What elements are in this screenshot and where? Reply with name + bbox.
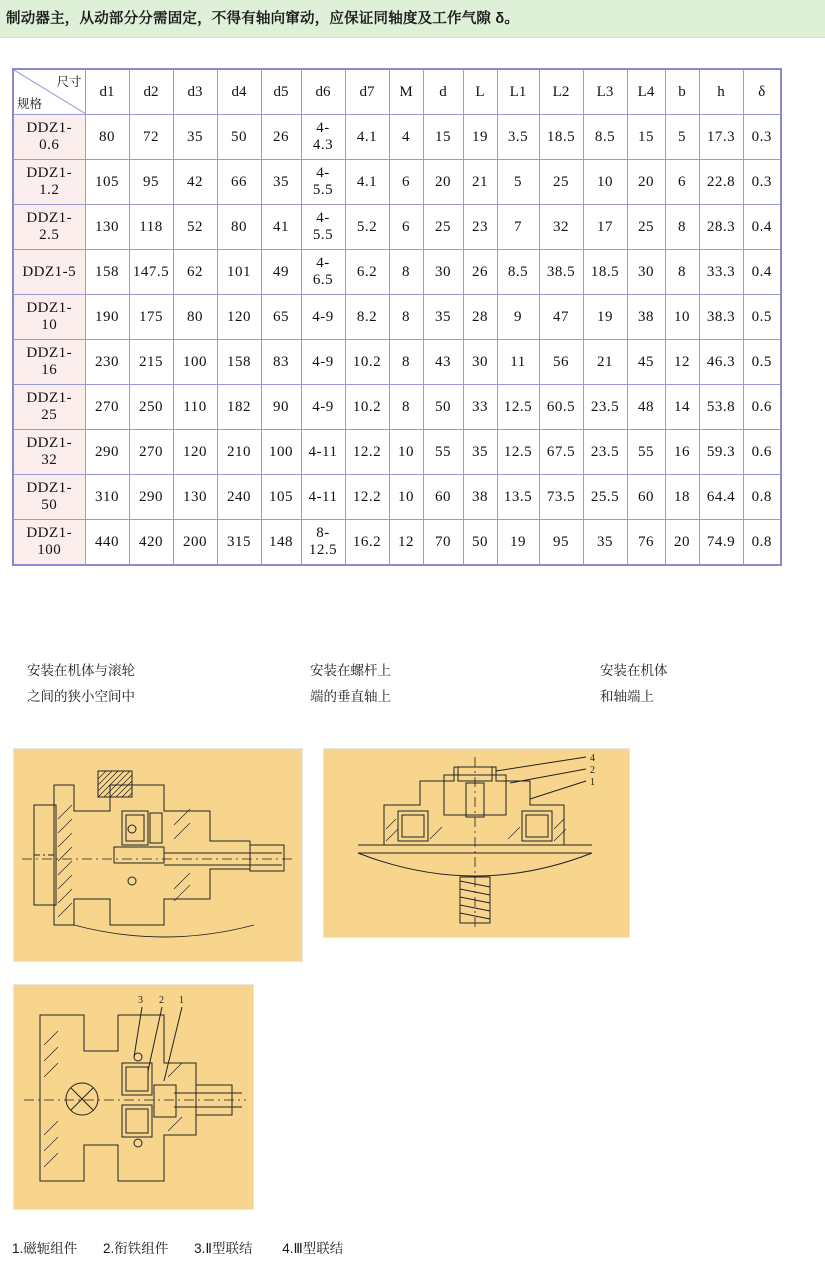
note-text: 制动器主，从动部分分需固定，不得有轴向窜动，应保证同轴度及工作气隙 δ。 [6,11,520,27]
cell-M: 4 [389,115,423,160]
cell-d4: 80 [217,205,261,250]
spec-table-container [12,68,825,566]
cell-d5: 148 [261,520,301,566]
table-row [13,430,781,475]
row-model-line2: 0.6 [39,137,60,153]
cell-d5: 26 [261,115,301,160]
cell-h: 38.3 [699,295,743,340]
cell-d7: 12.2 [345,475,389,520]
corner-label-dimension: 尺寸 [56,75,82,89]
col-header-d4: d4 [217,69,261,115]
row-model-line2: 32 [41,452,58,468]
cell-d6-line1: 4- [316,120,330,136]
cell-d7: 16.2 [345,520,389,566]
cell-d7: 12.2 [345,430,389,475]
row-model [13,475,85,520]
cell-b: 14 [665,385,699,430]
row-model [13,385,85,430]
cell-h: 64.4 [699,475,743,520]
cell-h: 17.3 [699,115,743,160]
figure-captions-row [0,658,825,720]
cell-d6-line2: 6.5 [312,272,334,288]
cell-L3: 18.5 [583,250,627,295]
cell-L1: 8.5 [497,250,539,295]
cell-L1: 11 [497,340,539,385]
table-row [13,385,781,430]
cell-d6-line2: 5.5 [312,227,334,243]
cell-L3: 8.5 [583,115,627,160]
cell-d3: 120 [173,430,217,475]
cell-d2: 118 [129,205,173,250]
row-model-line2: 10 [41,317,58,333]
col-header-d5: d5 [261,69,301,115]
cell-b: 10 [665,295,699,340]
cell-d4: 210 [217,430,261,475]
cell-h: 28.3 [699,205,743,250]
cell-d6 [301,160,345,205]
cell-L: 35 [463,430,497,475]
cell-d6-line1: 8- [316,525,330,541]
cell-d3: 130 [173,475,217,520]
cell-L4: 20 [627,160,665,205]
caption-1-line1: 安装在机体与滚轮 [27,663,135,678]
cell-L1: 7 [497,205,539,250]
cell-L2: 47 [539,295,583,340]
table-header-row [13,69,781,115]
cell-L: 23 [463,205,497,250]
row-model: DDZ1-5 [13,250,85,295]
cell-d6-line2: 12.5 [308,542,338,558]
cell-L3: 17 [583,205,627,250]
cell-d3: 42 [173,160,217,205]
cell-L3: 21 [583,340,627,385]
cell-d2: 72 [129,115,173,160]
table-row [13,295,781,340]
table-body [13,115,781,566]
table-row [13,160,781,205]
cell-delta: 0.8 [743,520,781,566]
cell-d6-line1: 4- [316,255,330,271]
cell-M: 8 [389,295,423,340]
cell-L2: 25 [539,160,583,205]
cell-b: 18 [665,475,699,520]
col-header-d6: d6 [301,69,345,115]
cell-d1: 158 [85,250,129,295]
cell-d2: 270 [129,430,173,475]
cell-d6: 4-9 [301,295,345,340]
row-model-line1: DDZ1- [26,300,73,316]
legend-item-1: 1.磁轭组件 [12,1241,78,1256]
row-model-line2: 2.5 [39,227,60,243]
cell-L4: 60 [627,475,665,520]
cell-d2: 290 [129,475,173,520]
cell-L: 21 [463,160,497,205]
cell-d2: 95 [129,160,173,205]
cell-d5: 90 [261,385,301,430]
cell-L4: 25 [627,205,665,250]
cell-delta: 0.8 [743,475,781,520]
figure-2-callout-2: 2 [590,765,595,776]
cell-d5: 100 [261,430,301,475]
cell-d7: 4.1 [345,160,389,205]
cell-L4: 38 [627,295,665,340]
cell-L2: 67.5 [539,430,583,475]
row-model [13,295,85,340]
row-model [13,520,85,566]
cell-L4: 30 [627,250,665,295]
legend-item-2: 2.衔铁组件 [103,1241,169,1256]
cell-d5: 35 [261,160,301,205]
cell-L2: 38.5 [539,250,583,295]
cell-M: 12 [389,520,423,566]
cell-b: 6 [665,160,699,205]
caption-2-line2: 端的垂直轴上 [310,689,391,704]
figure-3-callout-2: 2 [159,995,164,1006]
cell-d6: 4-9 [301,385,345,430]
legend-item-3: 3.Ⅱ型联结 [194,1241,253,1256]
cell-d3: 62 [173,250,217,295]
col-header-L: L [463,69,497,115]
col-header-d7: d7 [345,69,389,115]
figures-area [0,748,825,1218]
cell-d: 60 [423,475,463,520]
figure-2-callout-1: 1 [590,777,595,788]
caption-1-line2: 之间的狭小空间中 [27,689,135,704]
row-model-line1: DDZ1- [26,480,73,496]
cell-delta: 0.6 [743,430,781,475]
cell-L1: 13.5 [497,475,539,520]
cell-d5: 105 [261,475,301,520]
cell-d6: 4-11 [301,430,345,475]
cell-L: 28 [463,295,497,340]
cell-h: 46.3 [699,340,743,385]
row-model [13,160,85,205]
cell-d5: 65 [261,295,301,340]
cell-d2: 147.5 [129,250,173,295]
row-model-line1: DDZ1- [26,120,73,136]
table-corner-header [13,69,85,115]
row-model-line1: DDZ1- [26,435,73,451]
cell-b: 20 [665,520,699,566]
cell-L3: 23.5 [583,385,627,430]
cell-L: 19 [463,115,497,160]
cell-d: 70 [423,520,463,566]
cell-delta: 0.6 [743,385,781,430]
cell-d4: 66 [217,160,261,205]
cell-d: 30 [423,250,463,295]
cell-d1: 80 [85,115,129,160]
cell-d1: 440 [85,520,129,566]
cell-b: 16 [665,430,699,475]
cell-h: 59.3 [699,430,743,475]
table-row [13,340,781,385]
figure-1-assembly-drawing [13,748,303,962]
figure-3-assembly-drawing [13,984,254,1210]
col-header-M: M [389,69,423,115]
cell-d7: 10.2 [345,385,389,430]
cell-d1: 230 [85,340,129,385]
col-header-h: h [699,69,743,115]
cell-delta: 0.4 [743,250,781,295]
cell-d4: 50 [217,115,261,160]
cell-b: 8 [665,205,699,250]
caption-3-line2: 和轴端上 [600,689,654,704]
cell-L3: 25.5 [583,475,627,520]
cell-L2: 73.5 [539,475,583,520]
cell-M: 6 [389,205,423,250]
cell-L: 50 [463,520,497,566]
cell-M: 8 [389,385,423,430]
cell-d3: 35 [173,115,217,160]
table-row [13,115,781,160]
cell-h: 22.8 [699,160,743,205]
cell-L4: 48 [627,385,665,430]
col-header-L2: L2 [539,69,583,115]
cell-L1: 19 [497,520,539,566]
cell-L1: 3.5 [497,115,539,160]
cell-M: 10 [389,430,423,475]
cell-delta: 0.3 [743,115,781,160]
row-model-line2: 100 [37,542,62,558]
cell-L3: 19 [583,295,627,340]
table-row [13,475,781,520]
cell-d1: 105 [85,160,129,205]
corner-label-spec: 规格 [17,97,43,111]
cell-h: 33.3 [699,250,743,295]
caption-1 [27,658,135,710]
cell-d4: 120 [217,295,261,340]
cell-d4: 158 [217,340,261,385]
cell-d5: 83 [261,340,301,385]
cell-d6-line1: 4- [316,210,330,226]
figure-3-callout-3: 3 [138,995,143,1006]
row-model-line1: DDZ1- [26,390,73,406]
cell-d5: 49 [261,250,301,295]
cell-d7: 4.1 [345,115,389,160]
cell-d4: 101 [217,250,261,295]
cell-L2: 56 [539,340,583,385]
cell-d1: 290 [85,430,129,475]
cell-d2: 215 [129,340,173,385]
cell-L4: 15 [627,115,665,160]
cell-d1: 130 [85,205,129,250]
cell-L1: 12.5 [497,385,539,430]
figure-2-callout-4: 4 [590,753,595,764]
cell-M: 8 [389,340,423,385]
row-model [13,205,85,250]
cell-d6: 4-11 [301,475,345,520]
spec-table [12,68,782,566]
cell-d7: 5.2 [345,205,389,250]
cell-L1: 9 [497,295,539,340]
cell-d: 20 [423,160,463,205]
cell-d6 [301,520,345,566]
cell-L4: 76 [627,520,665,566]
cell-d3: 200 [173,520,217,566]
legend-item-4: 4.Ⅲ型联结 [282,1241,344,1256]
cell-d7: 10.2 [345,340,389,385]
cell-d3: 110 [173,385,217,430]
col-header-d2: d2 [129,69,173,115]
cell-delta: 0.4 [743,205,781,250]
row-model-line2: 25 [41,407,58,423]
cell-d6 [301,115,345,160]
cell-d1: 270 [85,385,129,430]
cell-b: 8 [665,250,699,295]
caption-3-line1: 安装在机体 [600,663,668,678]
figure-2-assembly-drawing [323,748,630,938]
cell-d: 43 [423,340,463,385]
col-header-L1: L1 [497,69,539,115]
cell-L3: 23.5 [583,430,627,475]
col-header-d3: d3 [173,69,217,115]
cell-d6-line1: 4- [316,165,330,181]
cell-L4: 55 [627,430,665,475]
row-model-line2: 16 [41,362,58,378]
col-header-d: d [423,69,463,115]
col-header-delta: δ [743,69,781,115]
caption-2-line1: 安装在螺杆上 [310,663,391,678]
col-header-d1: d1 [85,69,129,115]
table-row [13,250,781,295]
cell-d2: 250 [129,385,173,430]
cell-L2: 18.5 [539,115,583,160]
cell-h: 53.8 [699,385,743,430]
cell-delta: 0.5 [743,340,781,385]
cell-M: 6 [389,160,423,205]
figure-legend [0,1237,825,1257]
cell-d6: 4-9 [301,340,345,385]
cell-d2: 420 [129,520,173,566]
row-model-line2: 50 [41,497,58,513]
cell-d6 [301,205,345,250]
cell-M: 8 [389,250,423,295]
row-model-line2: 1.2 [39,182,60,198]
cell-d4: 240 [217,475,261,520]
cell-b: 5 [665,115,699,160]
cell-d: 35 [423,295,463,340]
cell-d6-line2: 4.3 [312,137,334,153]
cell-d1: 190 [85,295,129,340]
cell-L: 33 [463,385,497,430]
row-model [13,430,85,475]
cell-d5: 41 [261,205,301,250]
row-model-line1: DDZ1- [26,165,73,181]
cell-L1: 5 [497,160,539,205]
cell-L3: 10 [583,160,627,205]
cell-L3: 35 [583,520,627,566]
cell-d7: 6.2 [345,250,389,295]
col-header-b: b [665,69,699,115]
cell-d6 [301,250,345,295]
cell-d: 50 [423,385,463,430]
figure-3-callout-1: 1 [179,995,184,1006]
cell-d: 15 [423,115,463,160]
row-model-line1: DDZ1- [26,345,73,361]
cell-d: 25 [423,205,463,250]
cell-d2: 175 [129,295,173,340]
cell-d3: 100 [173,340,217,385]
cell-delta: 0.5 [743,295,781,340]
cell-d4: 182 [217,385,261,430]
row-model-line1: DDZ1- [26,525,73,541]
caption-2 [310,658,391,710]
cell-L2: 60.5 [539,385,583,430]
cell-d7: 8.2 [345,295,389,340]
cell-L2: 32 [539,205,583,250]
cell-b: 12 [665,340,699,385]
cell-M: 10 [389,475,423,520]
note-banner [0,0,825,38]
col-header-L4: L4 [627,69,665,115]
row-model [13,340,85,385]
cell-d6-line2: 5.5 [312,182,334,198]
cell-d3: 52 [173,205,217,250]
table-row [13,520,781,566]
caption-3 [600,658,668,710]
cell-h: 74.9 [699,520,743,566]
cell-L1: 12.5 [497,430,539,475]
cell-d3: 80 [173,295,217,340]
table-row [13,205,781,250]
cell-d1: 310 [85,475,129,520]
cell-L4: 45 [627,340,665,385]
cell-L: 38 [463,475,497,520]
cell-delta: 0.3 [743,160,781,205]
cell-L2: 95 [539,520,583,566]
cell-L: 30 [463,340,497,385]
row-model-line1: DDZ1- [26,210,73,226]
row-model [13,115,85,160]
cell-L: 26 [463,250,497,295]
col-header-L3: L3 [583,69,627,115]
cell-d4: 315 [217,520,261,566]
cell-d: 55 [423,430,463,475]
